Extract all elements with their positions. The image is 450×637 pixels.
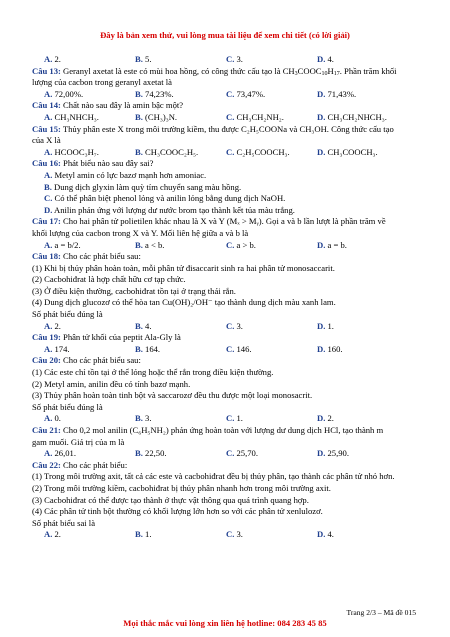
statement: (2) Trong môi trường kiềm, cacbohiđrat bị thủy phân nhanh hơn trong môi trường axit. — [32, 482, 331, 493]
option-letter: D. — [317, 146, 326, 157]
option: A. CH₃NHCH₃. — [44, 111, 99, 122]
statement: (1) Trong môi trường axit, tất cả các este và cacbohiđrat đều bị thủy phân, tạo thành các phân tử nhỏ hơn. — [32, 471, 395, 482]
option-letter: D. — [317, 239, 326, 250]
question-text: Chất nào sau đây là amin bậc một? — [60, 100, 184, 111]
option-letter: C. — [226, 343, 235, 354]
option-letter: B. — [135, 88, 143, 99]
option: B. 3. — [135, 413, 152, 424]
option: A. 0. — [44, 413, 61, 424]
option: C. 1. — [226, 413, 243, 424]
answer-options — [32, 147, 420, 159]
option: B. 4. — [135, 320, 152, 331]
option: C. 3. — [226, 320, 243, 331]
option: D. CH₃CH₂NHCH₃. — [317, 111, 387, 122]
question-label: Câu 19: — [32, 332, 61, 343]
top-options — [32, 54, 420, 66]
option-letter: A. — [44, 88, 53, 99]
option-letter: B. — [44, 181, 52, 192]
option: C. CH₃CH₂NH₂. — [226, 111, 284, 122]
option-letter: C. — [44, 193, 53, 204]
option-letter: B. — [135, 529, 143, 540]
option-letter: A. — [44, 111, 53, 122]
question-17 — [32, 216, 420, 228]
option: C. C₂H₅COOCH₃. — [226, 146, 290, 157]
option: C. 146. — [226, 343, 252, 354]
statement: (2) Cacbohiđrat là hợp chất hữu cơ tạp chức. — [32, 274, 186, 285]
answer-options — [32, 529, 420, 541]
option: D. 1. — [317, 320, 334, 331]
option-letter: C. — [226, 529, 235, 540]
question-label: Câu 21: — [32, 425, 61, 435]
statement: (3) Thủy phân hoàn toàn tinh bột và saccarozơ đều thu được một loại monosacrit. — [32, 390, 313, 401]
answer-options — [32, 321, 420, 333]
option: B. a < b. — [135, 239, 165, 250]
header-notice: Đây là bản xem thử, vui lòng mua tài liệu để xem chi tiết (có lời giải) — [100, 30, 350, 40]
answer-options — [32, 112, 420, 124]
option-letter: A. — [44, 343, 53, 354]
footer-notice: Mọi thắc mắc vui lòng xin liên hệ hotline: 084 283 45 85 — [123, 618, 327, 628]
statement: (4) Dung dịch glucozơ có thể hòa tan Cu(OH)₂/OH⁻ tạo thành dung dịch màu xanh lam. — [32, 297, 336, 308]
answer-options — [32, 448, 420, 460]
option-letter: C. — [226, 239, 235, 250]
option: B. CH₃COOC₂H₅. — [135, 146, 199, 157]
option: C. 3. — [226, 54, 243, 64]
statement: (3) Ở điều kiện thường, cacbohiđrat tồn tại ở trạng thái rắn. — [32, 285, 236, 296]
option-letter: B. — [135, 111, 143, 122]
option: D. a = b. — [317, 239, 347, 250]
option: D. CH₃COOCH₃. — [317, 146, 378, 157]
answer-options — [32, 240, 420, 252]
question-20 — [32, 355, 420, 367]
option-letter: A. — [44, 448, 53, 459]
option: D. 71,43%. — [317, 88, 357, 99]
option-letter: D. — [317, 111, 326, 122]
option: A. a = b/2. — [44, 239, 81, 250]
question-label: Câu 17: — [32, 216, 61, 227]
question-text: gam muối. Giá trị của m là — [32, 436, 125, 447]
question-22 — [32, 460, 420, 472]
question-15 — [32, 124, 420, 136]
option-letter: B. — [135, 320, 143, 331]
option: B. 5. — [135, 54, 152, 64]
page-number: Trang 2/3 – Mã đề 015 — [346, 608, 416, 617]
question-label: Câu 22: — [32, 459, 61, 470]
question-14 — [32, 100, 420, 112]
question-text: Phân tử khối của peptit Ala-Gly là — [60, 332, 181, 343]
option-letter: C. — [226, 111, 235, 122]
option: D. 25,90. — [317, 448, 349, 459]
question-21 — [32, 425, 420, 437]
option-letter: A. — [44, 169, 53, 180]
question-18 — [32, 251, 420, 263]
option: D. Anilin phản ứng với lượng dư nước brom tạo thành kết tủa màu trắng. — [44, 204, 295, 215]
question-content — [32, 54, 420, 541]
option-letter: B. — [135, 239, 143, 250]
question-prompt: Số phát biểu đúng là — [32, 401, 103, 412]
option-letter: D. — [317, 54, 326, 64]
option: D. 4. — [317, 529, 334, 540]
option-letter: A. — [44, 320, 53, 331]
option-letter: C. — [226, 320, 235, 331]
option: B. (CH₃)₃N. — [135, 111, 178, 122]
answer-options — [32, 413, 420, 425]
option: B. Dung dịch glyxin làm quỳ tím chuyển sang màu hồng. — [44, 181, 242, 192]
question-label: Câu 16: — [32, 158, 61, 169]
option: A. 2. — [44, 54, 61, 64]
question-prompt: Số phát biểu đúng là — [32, 309, 103, 320]
option-letter: D. — [317, 343, 326, 354]
option-letter: D. — [317, 529, 326, 540]
option-letter: B. — [135, 343, 143, 354]
option-letter: D. — [317, 320, 326, 331]
option-letter: A. — [44, 54, 53, 64]
question-19 — [32, 332, 420, 344]
answer-options — [32, 89, 420, 101]
question-text: Cho 0,2 mol anilin (C₆H₅NH₂) phản ứng hoàn toàn với lượng dư dung dịch HCl, tạo thành m — [60, 425, 384, 435]
question-label: Câu 18: — [32, 251, 61, 262]
option: A. Metyl amin có lực bazơ mạnh hơn amoniac. — [44, 169, 207, 180]
question-text: của X là — [32, 135, 61, 146]
option-letter: D. — [317, 413, 326, 424]
question-label: Câu 14: — [32, 100, 61, 111]
option-letter: C. — [226, 413, 235, 424]
option: A. 72,00%. — [44, 88, 84, 99]
option-letter: D. — [317, 88, 326, 99]
statement: (2) Metyl amin, anilin đều có tính bazơ mạnh. — [32, 378, 191, 389]
option-letter: C. — [226, 146, 235, 157]
answer-options — [32, 170, 420, 216]
option: C. a > b. — [226, 239, 256, 250]
option-letter: A. — [44, 239, 53, 250]
question-13: Câu 13: Geranyl axetat là este có mùi hoa hồng, có công thức cấu tạo là $CH_3COOC_{10}H_{17}$. Phần trăm khối — [32, 65, 397, 77]
option: C. 3. — [226, 529, 243, 540]
question-text: Cho hai phân tử polietilen khác nhau là X và Y (Mₓ > Mᵧ). Gọi a và b lần lượt là phần trăm về — [60, 216, 386, 227]
option: A. 2. — [44, 320, 61, 331]
answer-options — [32, 344, 420, 356]
statement: (1) Các este chỉ tồn tại ở thể lỏng hoặc thể rắn trong điều kiện thường. — [32, 367, 274, 378]
option-letter: C. — [226, 448, 235, 459]
question-text: lượng của cacbon trong geranyl axetat là — [32, 77, 172, 88]
statement: (3) Cacbohiđrat có thể được tạo thành ở thực vật thông qua quá trình quang hợp. — [32, 494, 309, 505]
option: C. 73,47%. — [226, 88, 266, 99]
question-label: Câu 20: — [32, 355, 61, 366]
option: B. 1. — [135, 529, 152, 540]
option-letter: C. — [226, 88, 235, 99]
question-text: Cho các phát biểu: — [60, 459, 128, 470]
option: D. 160. — [317, 343, 343, 354]
question-label: Câu 13: — [32, 65, 61, 76]
option: A. 26,01. — [44, 448, 76, 459]
question-text: Phát biểu nào sau đây sai? — [60, 158, 154, 169]
option: D. 4. — [317, 54, 334, 64]
statement: (4) Các phân tử tinh bột thường có khối lượng lớn hơn so với các phân tử xenlulozơ. — [32, 506, 323, 517]
question-text: Thủy phân este X trong môi trường kiềm, thu được C₂H₅COONa và CH₃OH. Công thức cấu tạo — [60, 123, 394, 134]
question-prompt: Số phát biểu sai là — [32, 517, 96, 528]
option-letter: D. — [44, 204, 53, 215]
option-letter: B. — [135, 448, 143, 459]
option: A. HCOOC₃H₇. — [44, 146, 99, 157]
question-16 — [32, 158, 420, 170]
option: B. 74,23%. — [135, 88, 174, 99]
option: B. 164. — [135, 343, 161, 354]
option: C. 25,70. — [226, 448, 258, 459]
question-label: Câu 15: — [32, 123, 61, 134]
option-letter: B. — [135, 146, 143, 157]
statement: (1) Khi bị thủy phân hoàn toàn, mỗi phân tử đisaccarit sinh ra hai phân tử monosaccarit. — [32, 262, 335, 273]
option: A. 2. — [44, 529, 61, 540]
option: A. 174. — [44, 343, 70, 354]
option: B. 22,50. — [135, 448, 167, 459]
question-text: khối lượng của cacbon trong X và Y. Mối liên hệ giữa a và b là — [32, 227, 249, 238]
question-text: Cho các phát biểu sau: — [60, 251, 141, 262]
option-letter: C. — [226, 54, 235, 64]
option-letter: D. — [317, 448, 326, 459]
option: D. 2. — [317, 413, 334, 424]
option: C. Có thể phân biệt phenol lỏng và anilin lỏng bằng dung dịch NaOH. — [44, 193, 286, 204]
question-text: Cho các phát biểu sau: — [60, 355, 141, 366]
option-letter: B. — [135, 413, 143, 424]
option-letter: A. — [44, 413, 53, 424]
option-letter: A. — [44, 146, 53, 157]
option-letter: A. — [44, 529, 53, 540]
option-letter: B. — [135, 54, 143, 64]
